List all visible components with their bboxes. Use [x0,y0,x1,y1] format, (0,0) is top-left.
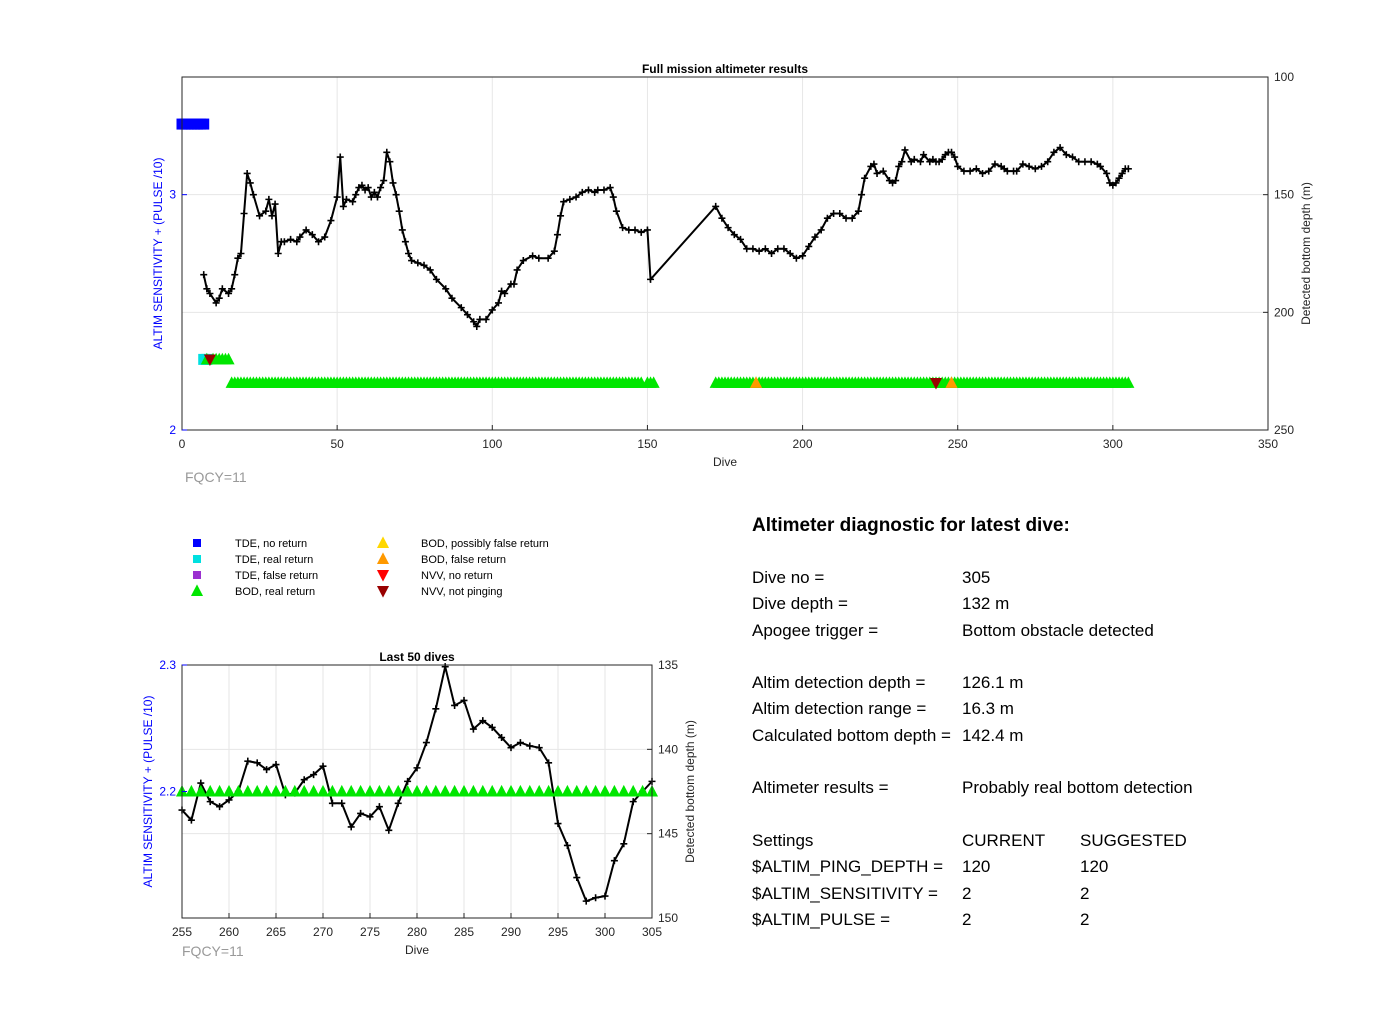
pulse-label: $ALTIM_PULSE = [752,909,891,929]
last50-chart-title: Last 50 dives [379,650,455,664]
last50-marker-bod-real-return [496,785,508,797]
last50-depth-point [244,758,251,765]
last50-y-right-tick-label: 140 [658,742,679,757]
last50-marker-bod-real-return [279,785,291,797]
main-depth-point [613,208,620,215]
last50-depth-point [423,739,430,746]
dive-no-label: Dive no = [752,568,825,587]
main-x-tick-label: 0 [178,437,186,451]
last50-marker-bod-real-return [514,785,526,797]
last50-marker-bod-real-return [411,785,423,797]
altim-depth-row [752,670,1352,696]
main-depth-point [917,158,924,165]
last50-marker-bod-real-return [561,785,573,797]
main-depth-point [414,259,421,266]
last50-x-tick-label: 280 [406,925,428,939]
last50-x-axis-label: Dive [404,943,430,957]
main-depth-point [529,252,536,259]
last50-marker-bod-real-return [392,785,404,797]
main-depth-point [535,255,542,262]
last50-depth-point [526,742,533,749]
altim-range-value: 16.3 m [962,699,1014,719]
main-depth-point [476,316,483,323]
ping-depth-suggested: 120 [1080,857,1109,877]
results-label: Altimeter results = [752,778,889,798]
last50-y-right-axis-label: Detected bottom depth (m) [683,720,697,863]
last50-depth-point [583,898,590,905]
main-marker-tde-no-return [198,119,209,130]
pulse-row [752,907,1352,933]
last50-y-right-tick-label: 145 [658,826,679,841]
legend-marker-bod-possibly-false-return [377,536,389,548]
diagnostic-title: Altimeter diagnostic for latest dive: [752,515,1070,536]
last50-marker-bod-real-return [308,785,320,797]
legend-label-tde-real-return: TDE, real return [235,554,314,566]
main-depth-point [625,226,632,233]
last50-marker-bod-real-return [373,785,385,797]
diagnostic-panel [752,515,1352,933]
main-depth-point [250,191,257,198]
legend-label-bod-false-return: BOD, false return [421,554,506,566]
main-depth-point [337,154,344,161]
legend-marker-tde-false-return [193,571,201,579]
current-header: CURRENT [962,830,1046,850]
last50-depth-point [385,827,392,834]
last50-marker-bod-real-return [214,785,226,797]
dive-no-value: 305 [962,568,991,587]
last50-marker-bod-real-return [261,785,273,797]
main-depth-point [349,198,356,205]
last50-marker-bod-real-return [270,785,282,797]
main-depth-point [247,179,254,186]
last50-marker-bod-real-return [364,785,376,797]
main-depth-point [287,236,294,243]
last50-marker-bod-real-return [355,785,367,797]
main-depth-point [901,146,908,153]
legend-marker-tde-real-return [193,555,201,563]
sensitivity-current: 2 [962,883,972,903]
last50-x-tick-label: 255 [171,925,193,939]
last50-marker-bod-real-return [486,785,498,797]
main-x-tick-label: 200 [792,437,813,451]
main-depth-point [1081,158,1088,165]
dive-depth-value: 132 m [962,594,1010,614]
sensitivity-label: $ALTIM_SENSITIVITY = [752,883,938,903]
main-y-right-tick-label: 150 [1274,187,1295,202]
legend-label-tde-no-return: TDE, no return [235,538,308,550]
results-row [752,775,1352,801]
main-depth-point [858,191,865,198]
pulse-suggested: 2 [1080,909,1090,929]
last50-marker-bod-real-return [439,785,451,797]
main-depth-point [265,196,272,203]
altim-range-row [752,696,1352,722]
altim-depth-label: Altim detection depth = [752,673,926,693]
main-fqcy-note: FQCY=11 [185,469,247,485]
main-depth-point [566,196,573,203]
last50-depth-point [555,820,562,827]
main-depth-point [386,158,393,165]
last50-depth-point [395,800,402,807]
main-y-right-tick-label: 250 [1274,423,1295,437]
main-x-tick-label: 100 [482,437,503,451]
legend-marker-bod-real-return [191,584,203,596]
settings-header-row [752,828,1352,854]
main-depth-point [632,226,639,233]
last50-marker-bod-real-return [430,785,442,797]
last50-marker-bod-real-return [618,785,630,797]
last50-depth-point [564,842,571,849]
last50-marker-bod-real-return [524,785,536,797]
last50-depth-point [338,800,345,807]
last50-x-tick-label: 260 [218,925,240,939]
main-depth-point [1088,158,1095,165]
main-depth-point [377,184,384,191]
last50-marker-bod-real-return [608,785,620,797]
main-y-left-tick-label: 3 [169,187,176,202]
apogee-value: Bottom obstacle detected [962,620,1154,640]
calc-depth-label: Calculated bottom depth = [752,725,951,745]
last50-marker-bod-real-return [345,785,357,797]
main-depth-point [399,226,406,233]
last50-y-left-tick-label: 2.2 [159,784,176,799]
last50-depth-point [442,663,449,670]
main-y-left-axis-label: ALTIM SENSITIVITY + (PULSE /10) [151,157,165,350]
calc-depth-value: 142.4 m [962,725,1024,745]
main-depth-point [619,224,626,231]
last50-x-tick-label: 270 [312,925,334,939]
main-chart-title: Full mission altimeter results [641,62,809,76]
last50-x-tick-label: 265 [265,925,287,939]
last50-x-tick-label: 285 [453,925,475,939]
main-depth-point [402,238,409,245]
main-depth-point [340,203,347,210]
legend-label-nvv-not-pinging: NVV, not pinging [421,586,503,598]
last50-depth-point [329,800,336,807]
last50-marker-bod-real-return [599,785,611,797]
last50-marker-bod-real-return [232,785,244,797]
main-depth-point [874,170,881,177]
last50-marker-bod-real-return [580,785,592,797]
ping-depth-label: $ALTIM_PING_DEPTH = [752,857,943,877]
last50-y-left-tick-label: 2.3 [159,658,176,672]
legend-label-nvv-no-return: NVV, no return [421,570,493,582]
last50-marker-bod-real-return [223,785,235,797]
last50-depth-point [592,894,599,901]
settings-label: Settings [752,830,814,850]
last50-marker-bod-real-return [477,785,489,797]
last50-marker-bod-real-return [204,785,216,797]
last50-marker-bod-real-return [627,785,639,797]
main-y-right-tick-label: 100 [1274,70,1295,84]
main-x-tick-label: 300 [1102,437,1123,451]
legend-marker-bod-false-return [377,552,389,564]
last50-marker-bod-real-return [571,785,583,797]
legend-marker-nvv-not-pinging [377,586,389,598]
main-depth-point [352,191,359,198]
main-depth-point [638,229,645,236]
main-depth-point [231,271,238,278]
main-depth-point [1032,165,1039,172]
last50-marker-bod-real-return [242,785,254,797]
legend-label-tde-false-return: TDE, false return [235,570,319,582]
last50-marker-bod-real-return [336,785,348,797]
sensitivity-suggested: 2 [1080,883,1090,903]
main-depth-point [585,186,592,193]
main-x-axis-label: Dive [712,455,738,469]
main-depth-point [557,212,564,219]
legend-marker-nvv-no-return [377,570,389,582]
legend-marker-tde-no-return [193,539,201,547]
main-depth-line [204,148,1129,327]
last50-marker-bod-real-return [533,785,545,797]
main-depth-point [600,186,607,193]
last50-x-tick-label: 300 [594,925,616,939]
last50-marker-bod-real-return [420,785,432,797]
ping-depth-current: 120 [962,857,991,877]
main-x-tick-label: 150 [637,437,658,451]
main-depth-point [241,210,248,217]
main-depth-point [1026,163,1033,170]
main-x-tick-label: 350 [1257,437,1279,451]
main-depth-point [380,177,387,184]
main-y-right-tick-label: 200 [1274,305,1295,320]
main-depth-point [756,248,763,255]
suggested-header: SUGGESTED [1080,830,1187,850]
last50-y-left-axis-label: ALTIM SENSITIVITY + (PULSE /10) [141,695,155,888]
last50-marker-bod-real-return [251,785,263,797]
last50-fqcy-note: FQCY=11 [182,943,244,959]
main-y-left-tick-label: 2 [169,423,176,437]
main-depth-point [327,217,334,224]
pulse-current: 2 [962,909,972,929]
legend-label-bod-real-return: BOD, real return [235,586,316,598]
main-depth-point [383,149,390,156]
last50-depth-point [573,874,580,881]
main-depth-point [244,170,251,177]
last50-depth-point [432,705,439,712]
results-value: Probably real bottom detection [962,778,1193,798]
main-depth-point [275,250,282,257]
main-depth-point [405,250,412,257]
main-depth-point [967,168,974,175]
apogee-row [752,618,1352,644]
ping-depth-row [752,854,1352,880]
last50-y-right-tick-label: 150 [658,911,679,925]
main-depth-point [861,175,868,182]
last50-marker-bod-real-return [458,785,470,797]
last50-marker-bod-real-return [383,785,395,797]
last50-marker-bod-real-return [467,785,479,797]
main-depth-point [393,191,400,198]
calc-depth-row [752,723,1352,749]
main-depth-point [554,231,561,238]
sensitivity-row [752,881,1352,907]
last50-x-tick-label: 295 [547,925,569,939]
dive-depth-row [752,591,1352,617]
main-x-tick-label: 250 [947,437,968,451]
last50-x-tick-label: 275 [359,925,381,939]
last50-marker-bod-real-return [449,785,461,797]
main-depth-point [389,179,396,186]
last50-x-tick-label: 305 [641,925,663,939]
main-depth-point [560,198,567,205]
last50-marker-bod-real-return [590,785,602,797]
main-y-right-axis-label: Detected bottom depth (m) [1299,182,1313,325]
last50-marker-bod-real-return [185,785,197,797]
legend-label-bod-possibly-false-return: BOD, possibly false return [421,538,549,550]
altim-range-label: Altim detection range = [752,699,927,719]
main-depth-point [644,226,651,233]
main-depth-point [607,184,614,191]
main-depth-point [408,257,415,264]
last50-depth-point [602,893,609,900]
last50-marker-bod-real-return [505,785,517,797]
main-depth-point [268,212,275,219]
main-x-tick-label: 50 [330,437,344,451]
last50-y-right-tick-label: 135 [658,658,679,672]
dive-depth-label: Dive depth = [752,594,848,614]
dive-no-row [752,565,1352,591]
main-depth-point [749,245,756,252]
apogee-label: Apogee trigger = [752,620,879,640]
main-depth-point [200,271,207,278]
last50-x-tick-label: 290 [500,925,522,939]
main-depth-point [272,201,279,208]
altim-depth-value: 126.1 m [962,673,1024,693]
main-depth-point [396,208,403,215]
